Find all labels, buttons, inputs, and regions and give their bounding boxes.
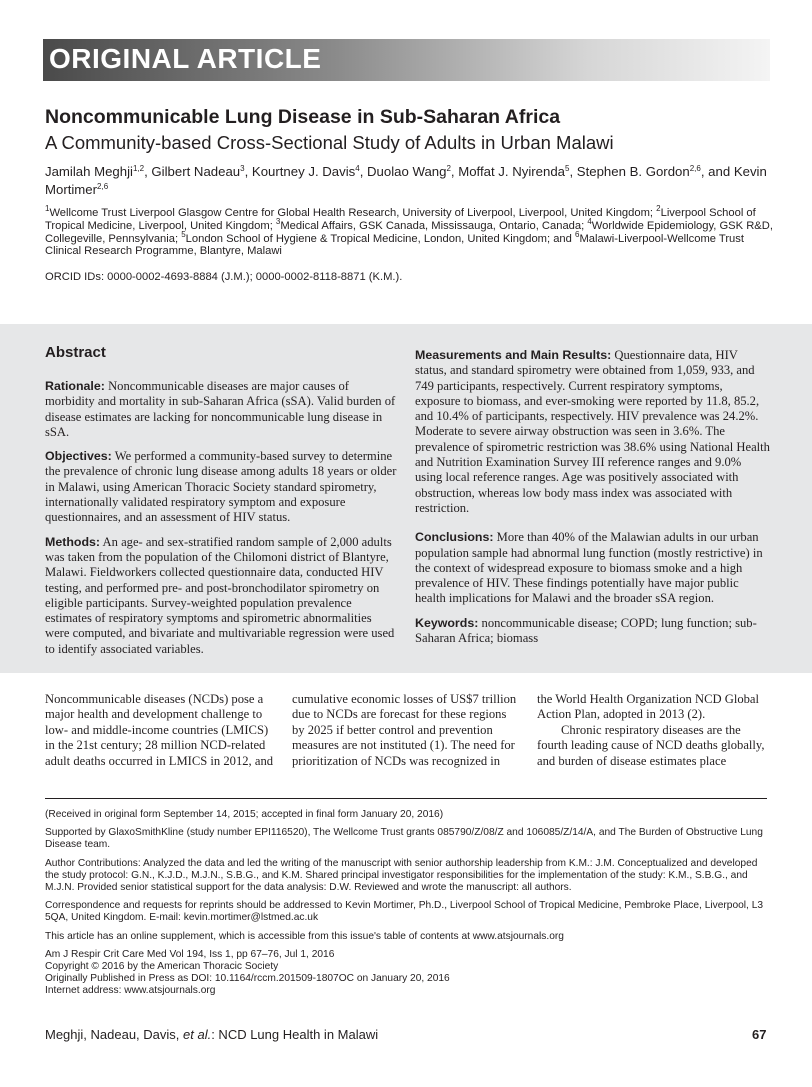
affiliations	[45, 204, 773, 258]
body-paragraph: cumulative economic losses of US$7 trillion due to NCDs are forecast for these regions by 2025 if better control and prevention measures are not instituted (1). The need for prioritization of NCDs was recognized in	[292, 692, 517, 768]
abstract-left-column	[45, 379, 399, 666]
abstract-methods: Methods: An age- and sex-stratified random sample of 2,000 adults was taken from the population of the Chilomoni district of Blantyre, Malawi. Fieldworkers collected questionnaire data, conducted HIV testing, and performed pre- and post-bronchodilator spirometry on eligible participants. Survey-weighted population prevalence estimates of respiratory symptoms and spirometric abnormalities were computed, and bivariate and multivariable regression were used to identify associated variables.	[45, 534, 395, 656]
affiliation-number: 6	[574, 229, 580, 239]
author-name: Jamilah Meghji	[45, 164, 133, 179]
page-number: 67	[752, 1027, 767, 1042]
citation-line: Am J Respir Crit Care Med Vol 194, Iss 1, pp 67–76, Jul 1, 2016	[45, 948, 335, 960]
author-name: Stephen B. Gordon	[576, 164, 690, 179]
footnote-divider	[45, 798, 767, 799]
received-dates: (Received in original form September 14, 2015; accepted in final form January 20, 2016)	[45, 809, 444, 820]
body-paragraph: the World Health Organization NCD Global Action Plan, adopted in 2013 (2).	[537, 692, 760, 722]
affiliation-text: Wellcome Trust Liverpool Glasgow Centre for Global Health Research, University of Liverpool, Liverpool, United Kingdom;	[49, 207, 657, 219]
author-name: Kevin Mortimer	[45, 164, 767, 197]
internet-line: Internet address: www.atsjournals.org	[45, 984, 216, 996]
affiliation-marker: 1,2	[132, 164, 145, 173]
affiliation-marker: 5	[565, 164, 570, 173]
abstract-results: Measurements and Main Results: Questionnaire data, HIV status, and standard spirometry were obtained from 1,059, 933, and 749 participants, respectively. Current respiratory symptoms, exposure to biomass, and ever-smoking were reported by 11.8, 85.2, and 10.4% of participants, respectively. HIV prevalence was 24.2%. Moderate to severe airway obstruction was seen in 3.6%. The prevalence of spirometric restriction was 38.6% using National Health and Nutrition Examination Survey III reference ranges and 9.0% using local reference ranges. Age was positively associated with obstruction, whereas low body mass index was associated with restriction.	[415, 348, 770, 515]
affiliation-text: Liverpool School of Tropical Medicine, Liverpool, United Kingdom;	[45, 207, 756, 232]
affiliation-marker: 2,6	[97, 182, 109, 191]
copyright-line: Copyright © 2016 by the American Thoracic Society	[45, 960, 279, 972]
body-paragraph: Noncommunicable diseases (NCDs) pose a major health and development challenge to low- and middle-income countries (LMICS) in the 21st century; 28 million NCD-related adult deaths occurred in LMICS in 2012, and	[45, 692, 274, 768]
affiliation-marker: 4	[355, 164, 360, 173]
author-name: Gilbert Nadeau	[151, 164, 241, 179]
abstract-keywords: Keywords: noncommunicable disease; COPD; lung function; sub-Saharan Africa; biomass	[415, 615, 757, 646]
abstract-rationale: Rationale: Noncommunicable diseases are major causes of morbidity and mortality in sub-Saharan Africa (sSA). Valid burden of disease estimates are lacking for noncommunicable lung disease in sSA.	[45, 379, 396, 439]
orcid-ids: ORCID IDs: 0000-0002-4693-8884 (J.M.); 0000-0002-8118-8871 (K.M.).	[45, 271, 403, 283]
body-paragraph: Chronic respiratory diseases are the fourth leading cause of NCD deaths globally, and burden of disease estimates place	[537, 722, 765, 768]
affiliation-text: Medical Affairs, GSK Canada, Mississauga, Ontario, Canada;	[280, 219, 588, 232]
article-type-label: ORIGINAL ARTICLE	[49, 43, 322, 74]
author-name: Kourtney J. Davis	[251, 164, 356, 179]
affiliation-text: Worldwide Epidemiology, GSK R&D, Collegeville, Pennsylvania;	[45, 219, 773, 245]
affiliation-number: 5	[181, 229, 186, 239]
affiliation-number: 3	[275, 216, 281, 226]
author-name: Duolao Wang	[367, 164, 447, 179]
body-column-2	[292, 692, 522, 769]
affiliation-text: London School of Hygiene & Tropical Medicine, London, United Kingdom; and	[185, 232, 575, 245]
abstract-right-column	[415, 348, 771, 655]
affiliation-marker: 2,6	[689, 164, 701, 173]
abstract-conclusions: Conclusions: More than 40% of the Malawian adults in our urban population sample had abnormal lung function (mostly restrictive) in the context of widespread exposure to biomass smoke and a high prevalence of HIV. These findings potentially have major public health implications for Malawi and the broader sSA region.	[415, 530, 763, 606]
author-list: Jamilah Meghji$^{1,2}$, Gilbert Nadeau$^3$, Kourtney J. Davis$^4$, Duolao Wang$^2$, Moffat J. Nyirenda$^5$, Stephen B. Gordon$^{2,6}$, and Kevin Mortimer$^{2,6}$	[45, 164, 767, 197]
body-column-3	[537, 692, 769, 769]
affiliation-text: Malawi-Liverpool-Wellcome Trust Clinical Research Programme, Blantyre, Malawi	[45, 232, 744, 258]
abstract-heading: Abstract	[45, 344, 106, 361]
affiliation-number: 1	[45, 204, 50, 213]
article-footnotes	[45, 809, 771, 997]
article-subtitle: A Community-based Cross-Sectional Study of Adults in Urban Malawi	[45, 132, 614, 153]
affiliation-marker: 3	[240, 164, 245, 173]
body-column-1	[45, 692, 275, 769]
supplement-note: This article has an online supplement, which is accessible from this issue's table of contents at www.atsjournals.org	[45, 930, 564, 942]
running-head: Meghji, Nadeau, Davis, et al.: NCD Lung Health in Malawi	[45, 1027, 379, 1042]
affiliation-marker: 2	[446, 164, 451, 173]
affiliation-number: 4	[587, 216, 592, 226]
article-type-banner	[43, 39, 770, 81]
author-contributions: Author Contributions: Analyzed the data and led the writing of the manuscript with senior authorship leadership from K.M.: J.M. Conceptualized and developed the study protocol: G.N., K.J.D., M.J.N., S.B.G., and K.M. Shared principal investigator responsibilities for the implementation of the study: K.M., S.B.G., and M.J.N. Provided senior statistical support for the data analysis: D.W. Reviewed and wrote the manuscript: all authors.	[45, 857, 758, 894]
doi-line: Originally Published in Press as DOI: 10.1164/rccm.201509-1807OC on January 20, 2016	[45, 972, 450, 984]
abstract-objectives: Objectives: We performed a community-based survey to determine the prevalence of chronic lung disease among adults 18 years or older in Malawi, using American Thoracic Society standard spirometry, internationally validated respiratory symptom and exposure questionnaires, and an assessment of HIV status.	[45, 449, 397, 525]
correspondence-note: Correspondence and requests for reprints should be addressed to Kevin Mortimer, Ph.D., Liverpool School of Tropical Medicine, Pembroke Place, Liverpool, L3 5QA, United Kingdom. E-mail: kevin.mortimer@lstmed.ac.uk	[45, 900, 764, 924]
affiliation-number: 2	[656, 204, 661, 213]
funding-note: Supported by GlaxoSmithKline (study number EPI116520), The Wellcome Trust grants 085790/Z/08/Z and 106085/Z/14/A, and The Burden of Obstructive Lung Disease team.	[45, 827, 763, 851]
article-title: Noncommunicable Lung Disease in Sub-Saharan Africa	[45, 106, 561, 128]
author-name: Moffat J. Nyirenda	[458, 164, 566, 179]
